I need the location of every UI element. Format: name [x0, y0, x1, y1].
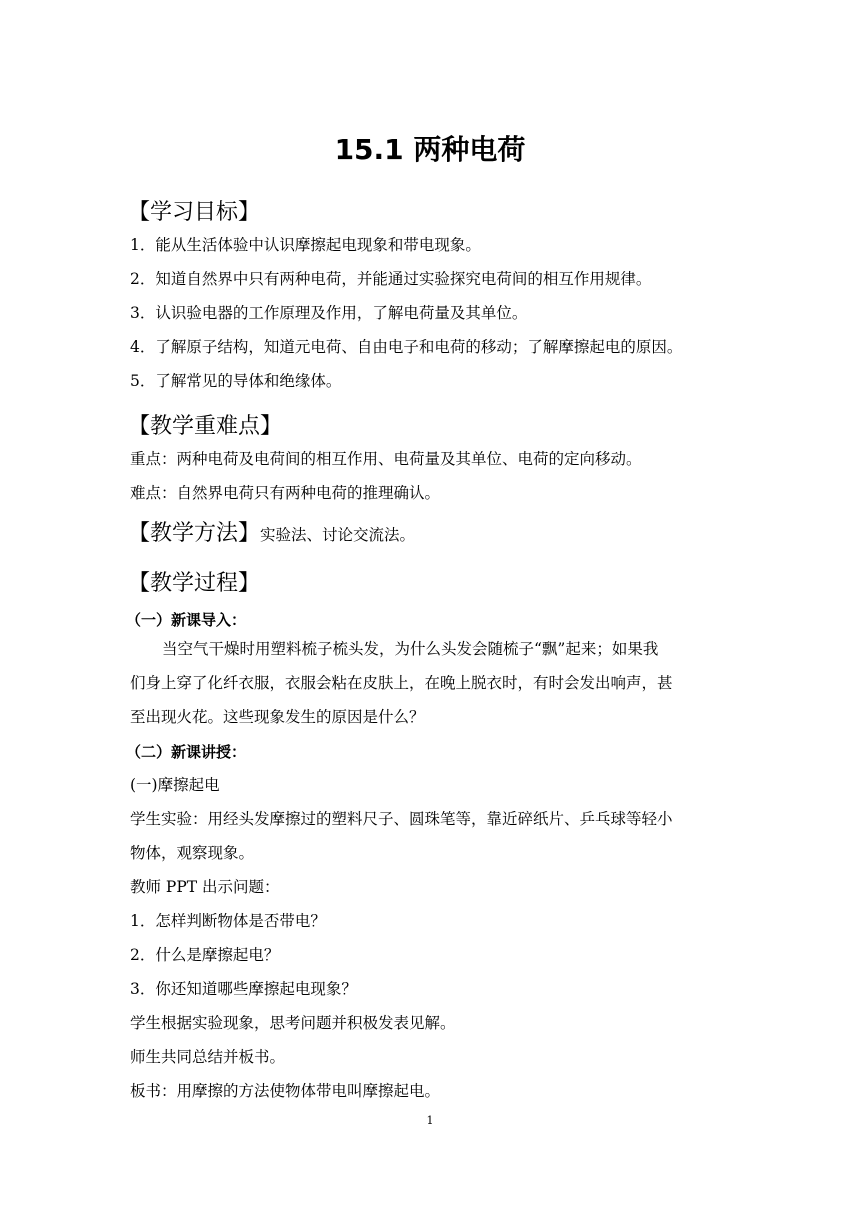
page-number: 1	[426, 1114, 434, 1127]
key-point-focus: 重点：两种电荷及电荷间的相互作用、电荷量及其单位、电荷的定向移动。	[130, 450, 642, 468]
lecture-line-4: 教师 PPT 出示问题：	[130, 878, 280, 896]
lecture-line-3: 物体，观察现象。	[130, 844, 255, 862]
lecture-line-5: 1．怎样判断物体是否带电？	[130, 912, 326, 930]
lecture-line-8: 学生根据实验现象，思考问题并积极发表见解。	[130, 1014, 456, 1032]
objective-item-2: 2．知道自然界中只有两种电荷，并能通过实验探究电荷间的相互作用规律。	[130, 270, 652, 288]
lecture-line-1: (一)摩擦起电	[130, 776, 220, 794]
lecture-line-9: 师生共同总结并板书。	[130, 1048, 286, 1066]
objectives-heading: 【学习目标】	[128, 200, 261, 225]
methods-row	[128, 516, 415, 547]
key-point-difficulty: 难点：自然界电荷只有两种电荷的推理确认。	[130, 484, 441, 502]
objective-item-3: 3．认识验电器的工作原理及作用，了解电荷量及其单位。	[130, 304, 528, 322]
intro-line-2: 们身上穿了化纤衣服，衣服会粘在皮肤上，在晚上脱衣时，有时会发出响声，甚	[130, 674, 673, 692]
methods-heading: 【教学方法】	[128, 521, 261, 546]
intro-line-1: 当空气干燥时用塑料梳子梳头发，为什么头发会随梳子“飘”起来；如果我	[162, 640, 659, 658]
page-title: 15.1 两种电荷	[334, 133, 526, 166]
lecture-heading: （二）新课讲授：	[126, 743, 247, 761]
intro-heading: （一）新课导入：	[126, 611, 247, 629]
lecture-line-6: 2．什么是摩擦起电？	[130, 946, 280, 964]
key-points-heading: 【教学重难点】	[128, 414, 283, 439]
intro-line-3: 至出现火花。这些现象发生的原因是什么？	[130, 708, 425, 726]
objective-item-4: 4．了解原子结构，知道元电荷、自由电子和电荷的移动；了解摩擦起电的原因。	[130, 338, 683, 356]
lecture-line-2: 学生实验：用经头发摩擦过的塑料尺子、圆珠笔等，靠近碎纸片、乒乓球等轻小	[130, 810, 673, 828]
objective-item-1: 1．能从生活体验中认识摩擦起电现象和带电现象。	[130, 236, 481, 254]
process-heading: 【教学过程】	[128, 571, 261, 596]
objective-item-5: 5．了解常见的导体和绝缘体。	[130, 372, 342, 390]
methods-text: 实验法、讨论交流法。	[260, 526, 416, 544]
lecture-line-10: 板书：用摩擦的方法使物体带电叫摩擦起电。	[130, 1082, 441, 1100]
lecture-line-7: 3．你还知道哪些摩擦起电现象？	[130, 980, 357, 998]
